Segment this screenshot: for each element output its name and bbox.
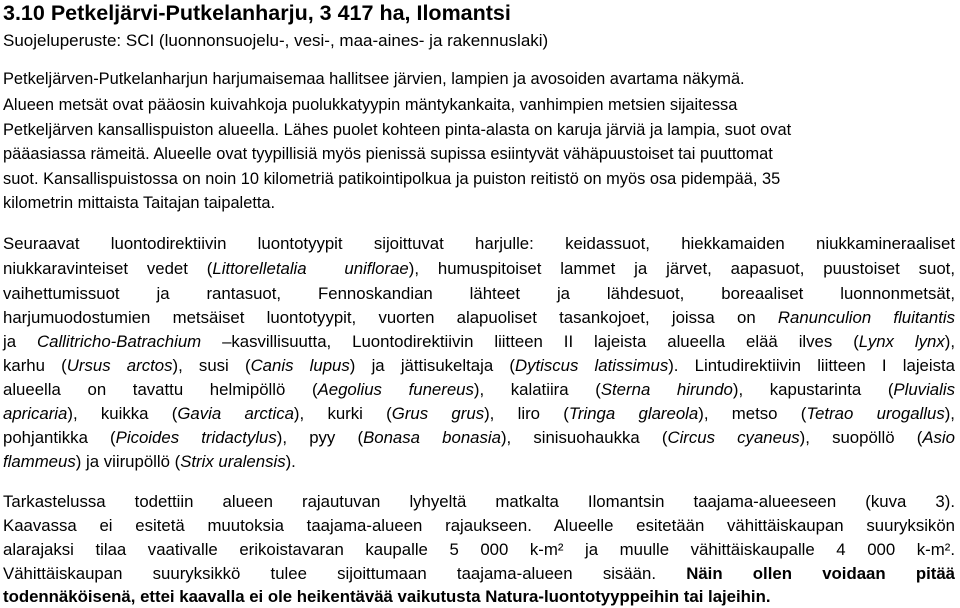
paragraph-line: alueella on tavattu helmipöllö (Aegolius funereus), kalatiira (Sterna hirundo), kapustarinta (Pluvialis xyxy=(3,380,955,399)
paragraph-line: todennäköisenä, ettei kaavalla ei ole heikentävää vaikutusta Natura-luontotyyppeihin tai lajeihin. xyxy=(3,587,771,606)
paragraph-line: alarajaksi tilaa vaativalle erikoistavaran kaupalle 5 000 k-m² ja muulle vähittäiskaupalle 4 000 k-m². xyxy=(3,540,955,559)
paragraph-line: Seuraavat luontodirektiivin luontotyypit sijoittuvat harjulle: keidassuot, hiekkamaiden niukkamineraaliset xyxy=(3,234,955,253)
paragraph-line: flammeus) ja viirupöllö (Strix uralensis). xyxy=(3,452,296,471)
paragraph-line: niukkaravinteiset vedet (Littorelletalia uniflorae), humuspitoiset lammet ja järvet, aapasuot, puustoiset suot, xyxy=(3,259,955,278)
paragraph-line: suot. Kansallispuistossa on noin 10 kilometriä patikointipolkua ja puiston reitistö on myös osa pidempää, 35 xyxy=(3,170,781,188)
paragraph-line: Petkeljärven kansallispuiston alueella. Lähes puolet kohteen pinta-alasta on karuja järviä ja lampia, suot ovat xyxy=(3,121,792,139)
paragraph-line: Vähittäiskaupan suuryksikkö tulee sijoittumaan taajama-alueen sisään. Näin ollen voidaan pitää xyxy=(3,564,955,583)
paragraph-line: pääasiassa rämeitä. Alueelle ovat tyypillisiä myös pienissä supissa esiintyvät vähäpuustoiset tai puuttomat xyxy=(3,145,773,163)
paragraph-line: pohjantikka (Picoides tridactylus), pyy (Bonasa bonasia), sinisuohaukka (Circus cyaneus), suopöllö (Asio xyxy=(3,428,955,447)
paragraph-line: Kaavassa ei esitetä muutoksia taajama-alueen rajaukseen. Alueelle esitetään vähittäiskaupan suuryksikön xyxy=(3,516,955,535)
paragraph-line: vaihettumissuot ja rantasuot, Fennoskandian lähteet ja lähdesuot, boreaaliset luonnonmetsät, xyxy=(3,284,955,303)
paragraph-line: harjumuodostumien metsäiset luontotyypit, vuorten alapuoliset tasankojoet, joissa on Ranunculion fluitantis xyxy=(3,308,955,327)
section-subtitle: Suojeluperuste: SCI (luonnonsuojelu-, vesi-, maa-aines- ja rakennuslaki) xyxy=(3,31,549,50)
paragraph-line: karhu (Ursus arctos), susi (Canis lupus) ja jättisukeltaja (Dytiscus latissimus). Lintudirektiivin liitteen I lajeista xyxy=(3,356,955,375)
paragraph-line: apricaria), kuikka (Gavia arctica), kurki (Grus grus), liro (Tringa glareola), metso (Tetrao urogallus), xyxy=(3,404,955,423)
paragraph-line: kilometrin mittaista Taitajan taipaletta. xyxy=(3,194,276,212)
paragraph-line: Petkeljärven-Putkelanharjun harjumaisemaa hallitsee järvien, lampien ja avosoiden avartama näkymä. xyxy=(3,70,745,88)
paragraph-line: Tarkastelussa todettiin alueen rajautuvan lyhyeltä matkalta Ilomantsin taajama-alueeseen (kuva 3). xyxy=(3,492,955,511)
paragraph-line: Alueen metsät ovat pääosin kuivahkoja puolukkatyypin mäntykankaita, vanhimpien metsien sijaitessa xyxy=(3,96,738,114)
paragraph-line: ja Callitricho-Batrachium –kasvillisuutta, Luontodirektiivin liitteen II lajeista alueella elää ilves (Lynx lynx), xyxy=(3,332,955,351)
section-title: 3.10 Petkeljärvi-Putkelanharju, 3 417 ha, Ilomantsi xyxy=(3,1,511,25)
